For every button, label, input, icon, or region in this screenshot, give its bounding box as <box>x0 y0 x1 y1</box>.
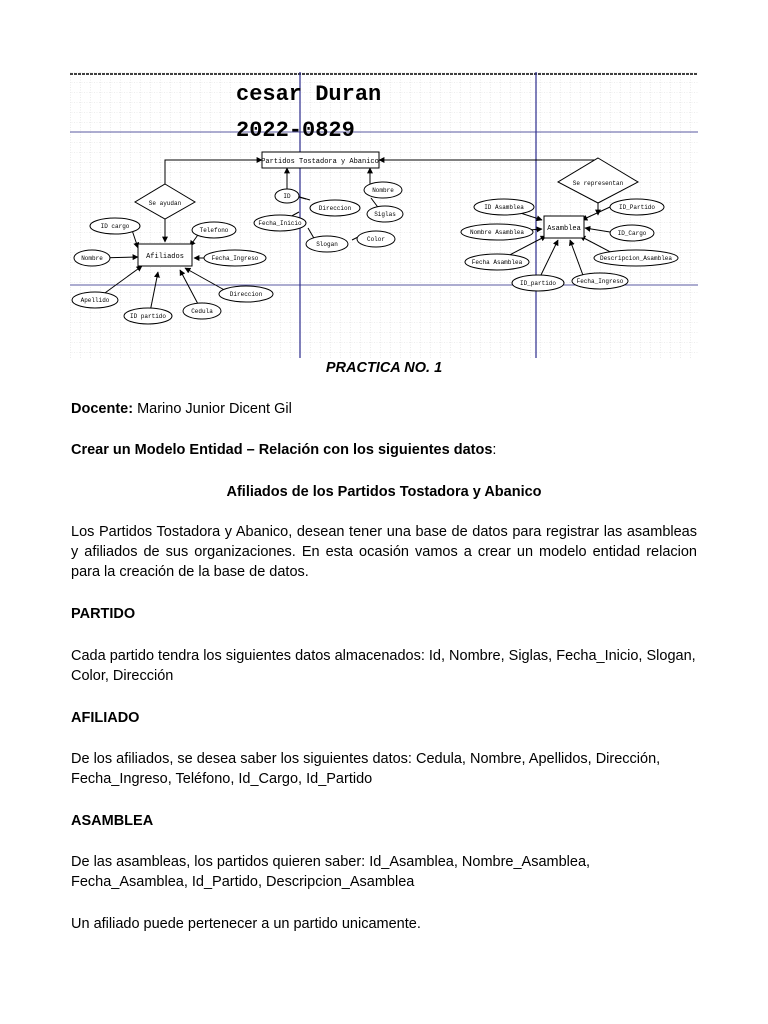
asamblea-attr-id-partido: ID_Partido <box>618 204 656 211</box>
intro-paragraph: Los Partidos Tostadora y Abanico, desean tener una base de datos para registrar las asambleas y afiliados de sus organizaciones. En esta ocasión vamos a crear un modelo entidad relacion para la creación de la base de datos. <box>71 524 697 580</box>
er-diagram-canvas <box>70 72 698 358</box>
author-name: cesar Duran <box>236 82 382 107</box>
partido-attr-siglas: Siglas <box>374 211 396 218</box>
docente-label: Docente: <box>71 401 134 417</box>
section-body-asamblea: De las asambleas, los partidos quieren saber: Id_Asamblea, Nombre_Asamblea, Fecha_Asamblea, Id_Partido, Descripcion_Asamblea <box>71 854 591 890</box>
afiliado-attr-fecha-ingreso: Fecha_Ingreso <box>211 255 259 262</box>
afiliado-attr-id-cargo: ID cargo <box>100 223 130 230</box>
entity-partido-label: Partidos Tostadora y Abanico <box>261 158 379 166</box>
section-heading-partido: PARTIDO <box>71 606 136 622</box>
instruction-text: Crear un Modelo Entidad – Relación con los siguientes datos <box>71 442 493 458</box>
practice-title: PRACTICA NO. 1 <box>325 360 443 376</box>
afiliado-attr-nombre: Nombre <box>81 255 103 262</box>
closing-paragraph: Un afiliado puede pertenecer a un partido unicamente. <box>71 916 421 932</box>
instruction-line <box>71 440 697 460</box>
section-heading-asamblea: ASAMBLEA <box>71 813 154 829</box>
partido-attr-direccion: Direccion <box>318 205 352 212</box>
author-id: 2022-0829 <box>236 118 355 143</box>
afiliado-attr-telefono: Telefono <box>199 227 229 234</box>
asamblea-attr-id-cargo: ID_Cargo <box>617 230 647 237</box>
subtitle: Afiliados de los Partidos Tostadora y Abanico <box>226 484 542 500</box>
partido-attr-id: ID <box>283 193 291 200</box>
er-diagram-figure <box>70 72 698 358</box>
section-body-afiliado: De los afiliados, se desea saber los siguientes datos: Cedula, Nombre, Apellidos, Dirección, Fecha_Ingreso, Teléfono, Id_Cargo, Id_Partido <box>71 751 661 787</box>
afiliado-attr-cedula: Cedula <box>191 308 213 315</box>
partido-attr-slogan: Slogan <box>316 241 338 248</box>
asamblea-attr-nombre: Nombre Asamblea <box>469 229 525 236</box>
partido-attr-nombre: Nombre <box>372 187 394 194</box>
asamblea-attr-descripcion: Descripcion_Asamblea <box>599 255 673 262</box>
afiliado-attr-apellido: Apellido <box>80 297 110 304</box>
entity-asamblea-label: Asamblea <box>547 225 581 233</box>
section-heading-afiliado: AFILIADO <box>71 710 140 726</box>
instruction-colon: : <box>492 442 497 458</box>
asamblea-attr-fecha: Fecha Asamblea <box>471 259 523 266</box>
asamblea-attr-fecha-ingreso: Fecha_Ingreso <box>576 278 624 285</box>
partido-attr-color: Color <box>366 236 386 243</box>
asamblea-attr-id-partido-bottom: ID_partido <box>519 280 557 287</box>
entity-afiliados-label: Afiliados <box>146 253 184 261</box>
relationship-se-ayudan-label: Se ayudan <box>148 200 182 207</box>
asamblea-attr-id-asamblea: ID Asamblea <box>484 204 524 211</box>
docente-name: Marino Junior Dicent Gil <box>133 401 292 417</box>
afiliado-attr-direccion: Direccion <box>229 291 263 298</box>
relationship-se-representan-label: Se representan <box>572 180 624 187</box>
afiliado-attr-id-partido: ID partido <box>129 313 167 320</box>
partido-attr-fecha-inicio: Fecha_Inicio <box>258 220 302 227</box>
section-body-partido: Cada partido tendra los siguientes datos almacenados: Id, Nombre, Siglas, Fecha_Inicio, Slogan, Color, Dirección <box>71 648 696 684</box>
docente-line <box>71 399 697 419</box>
